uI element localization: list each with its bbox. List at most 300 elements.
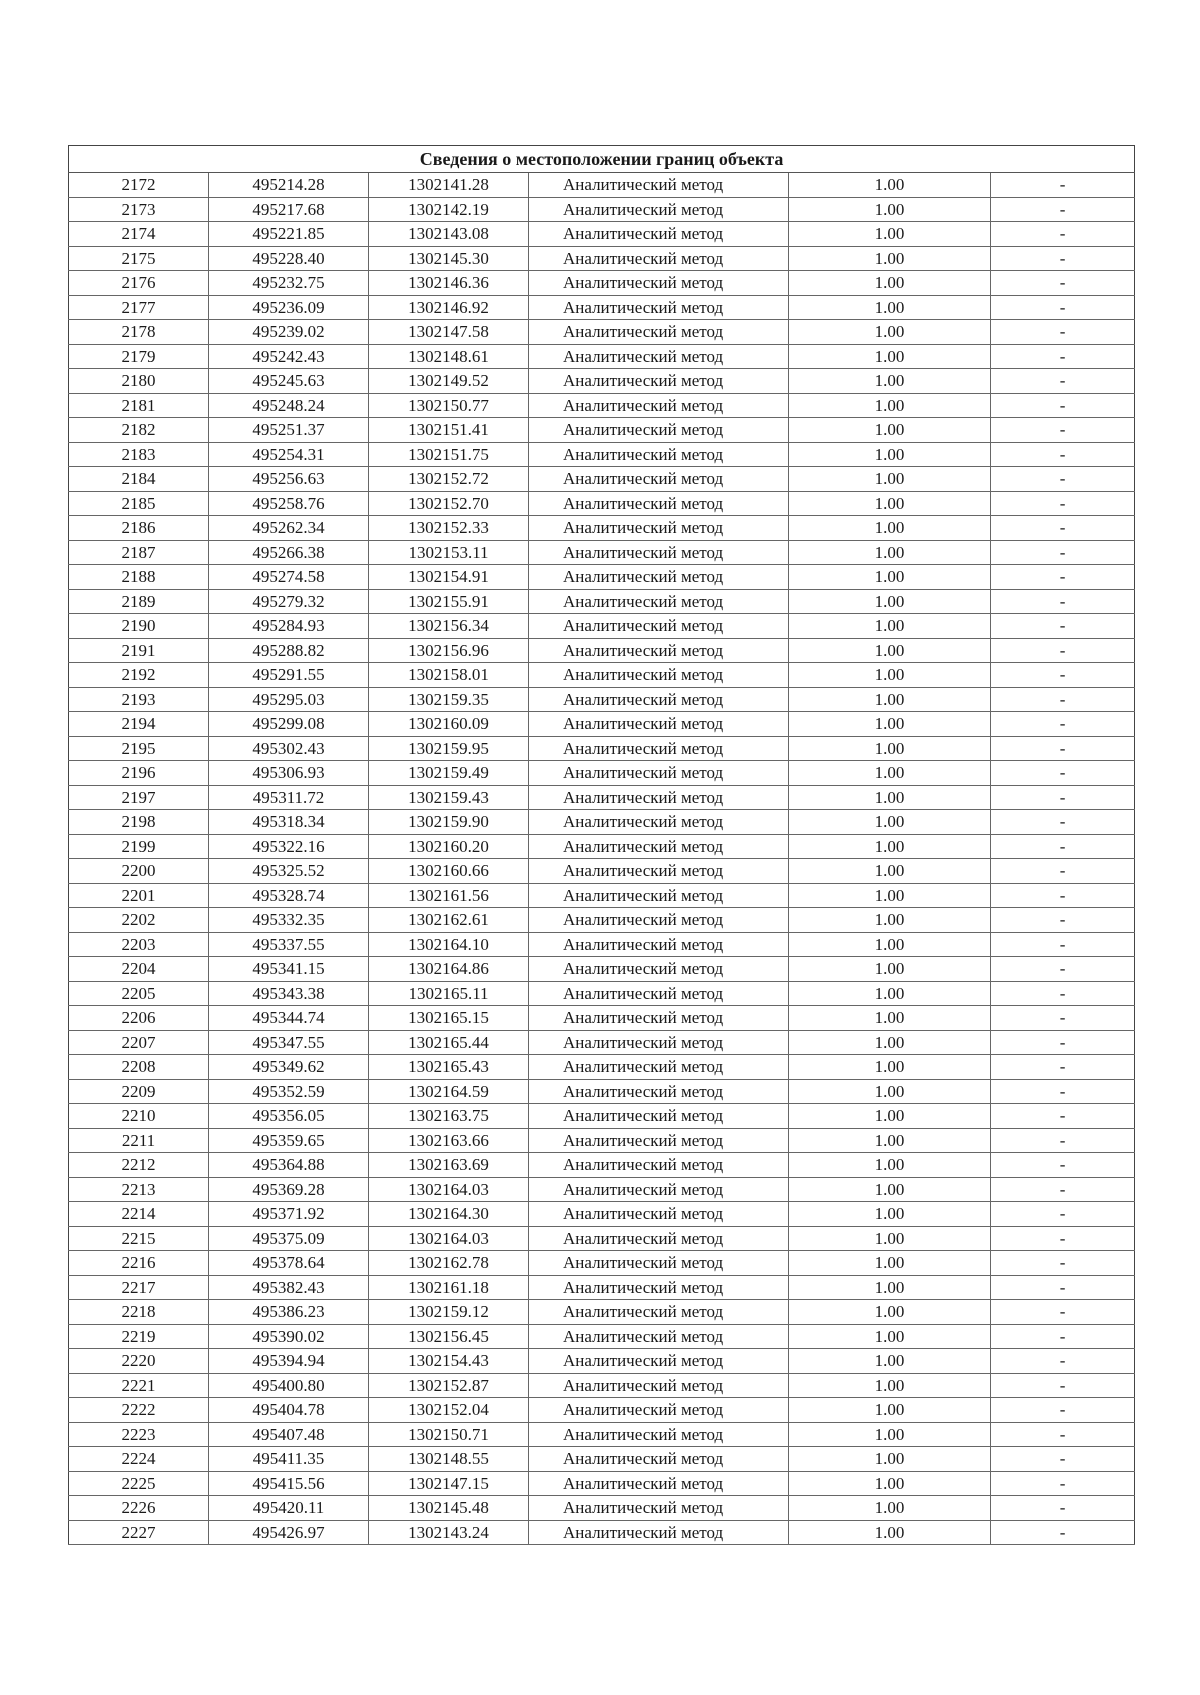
- method-cell: Аналитический метод: [529, 516, 789, 541]
- method-cell: Аналитический метод: [529, 908, 789, 933]
- table-row: [69, 834, 1135, 859]
- table-row: [69, 1251, 1135, 1276]
- accuracy-cell: 1.00: [789, 834, 991, 859]
- description-cell: -: [991, 589, 1135, 614]
- description-cell: -: [991, 810, 1135, 835]
- y-coordinate-cell: 1302147.15: [369, 1471, 529, 1496]
- description-cell: -: [991, 614, 1135, 639]
- point-number-cell: 2200: [69, 859, 209, 884]
- description-cell: -: [991, 271, 1135, 296]
- x-coordinate-cell: 495288.82: [209, 638, 369, 663]
- point-number-cell: 2219: [69, 1324, 209, 1349]
- description-cell: -: [991, 908, 1135, 933]
- method-cell: Аналитический метод: [529, 442, 789, 467]
- accuracy-cell: 1.00: [789, 908, 991, 933]
- point-number-cell: 2202: [69, 908, 209, 933]
- method-cell: Аналитический метод: [529, 491, 789, 516]
- point-number-cell: 2223: [69, 1422, 209, 1447]
- x-coordinate-cell: 495352.59: [209, 1079, 369, 1104]
- description-cell: -: [991, 565, 1135, 590]
- description-cell: -: [991, 761, 1135, 786]
- accuracy-cell: 1.00: [789, 1349, 991, 1374]
- description-cell: -: [991, 1177, 1135, 1202]
- y-coordinate-cell: 1302154.91: [369, 565, 529, 590]
- description-cell: -: [991, 1079, 1135, 1104]
- accuracy-cell: 1.00: [789, 173, 991, 198]
- method-cell: Аналитический метод: [529, 712, 789, 737]
- point-number-cell: 2176: [69, 271, 209, 296]
- table-row: [69, 442, 1135, 467]
- method-cell: Аналитический метод: [529, 1030, 789, 1055]
- accuracy-cell: 1.00: [789, 687, 991, 712]
- accuracy-cell: 1.00: [789, 393, 991, 418]
- description-cell: -: [991, 1153, 1135, 1178]
- y-coordinate-cell: 1302150.71: [369, 1422, 529, 1447]
- description-cell: -: [991, 859, 1135, 884]
- table-row: [69, 785, 1135, 810]
- accuracy-cell: 1.00: [789, 1422, 991, 1447]
- y-coordinate-cell: 1302148.55: [369, 1447, 529, 1472]
- method-cell: Аналитический метод: [529, 1471, 789, 1496]
- description-cell: -: [991, 1471, 1135, 1496]
- y-coordinate-cell: 1302145.48: [369, 1496, 529, 1521]
- description-cell: -: [991, 1398, 1135, 1423]
- x-coordinate-cell: 495299.08: [209, 712, 369, 737]
- method-cell: Аналитический метод: [529, 320, 789, 345]
- x-coordinate-cell: 495325.52: [209, 859, 369, 884]
- method-cell: Аналитический метод: [529, 859, 789, 884]
- y-coordinate-cell: 1302165.44: [369, 1030, 529, 1055]
- y-coordinate-cell: 1302152.87: [369, 1373, 529, 1398]
- y-coordinate-cell: 1302164.86: [369, 957, 529, 982]
- x-coordinate-cell: 495394.94: [209, 1349, 369, 1374]
- method-cell: Аналитический метод: [529, 589, 789, 614]
- point-number-cell: 2193: [69, 687, 209, 712]
- point-number-cell: 2182: [69, 418, 209, 443]
- y-coordinate-cell: 1302161.18: [369, 1275, 529, 1300]
- table-row: [69, 1006, 1135, 1031]
- point-number-cell: 2195: [69, 736, 209, 761]
- y-coordinate-cell: 1302146.92: [369, 295, 529, 320]
- point-number-cell: 2201: [69, 883, 209, 908]
- point-number-cell: 2220: [69, 1349, 209, 1374]
- description-cell: -: [991, 883, 1135, 908]
- table-row: [69, 418, 1135, 443]
- y-coordinate-cell: 1302159.35: [369, 687, 529, 712]
- description-cell: -: [991, 834, 1135, 859]
- accuracy-cell: 1.00: [789, 246, 991, 271]
- method-cell: Аналитический метод: [529, 1300, 789, 1325]
- point-number-cell: 2216: [69, 1251, 209, 1276]
- accuracy-cell: 1.00: [789, 1496, 991, 1521]
- description-cell: -: [991, 1373, 1135, 1398]
- method-cell: Аналитический метод: [529, 369, 789, 394]
- accuracy-cell: 1.00: [789, 1324, 991, 1349]
- x-coordinate-cell: 495295.03: [209, 687, 369, 712]
- point-number-cell: 2208: [69, 1055, 209, 1080]
- description-cell: -: [991, 516, 1135, 541]
- y-coordinate-cell: 1302159.95: [369, 736, 529, 761]
- accuracy-cell: 1.00: [789, 1055, 991, 1080]
- method-cell: Аналитический метод: [529, 222, 789, 247]
- point-number-cell: 2226: [69, 1496, 209, 1521]
- accuracy-cell: 1.00: [789, 1300, 991, 1325]
- description-cell: -: [991, 932, 1135, 957]
- point-number-cell: 2178: [69, 320, 209, 345]
- method-cell: Аналитический метод: [529, 173, 789, 198]
- y-coordinate-cell: 1302152.72: [369, 467, 529, 492]
- method-cell: Аналитический метод: [529, 883, 789, 908]
- accuracy-cell: 1.00: [789, 271, 991, 296]
- x-coordinate-cell: 495371.92: [209, 1202, 369, 1227]
- table-row: [69, 638, 1135, 663]
- table-row: [69, 467, 1135, 492]
- table-row: [69, 1079, 1135, 1104]
- accuracy-cell: 1.00: [789, 663, 991, 688]
- accuracy-cell: 1.00: [789, 981, 991, 1006]
- point-number-cell: 2172: [69, 173, 209, 198]
- accuracy-cell: 1.00: [789, 442, 991, 467]
- y-coordinate-cell: 1302154.43: [369, 1349, 529, 1374]
- x-coordinate-cell: 495274.58: [209, 565, 369, 590]
- x-coordinate-cell: 495242.43: [209, 344, 369, 369]
- accuracy-cell: 1.00: [789, 1030, 991, 1055]
- description-cell: -: [991, 736, 1135, 761]
- method-cell: Аналитический метод: [529, 981, 789, 1006]
- accuracy-cell: 1.00: [789, 712, 991, 737]
- point-number-cell: 2225: [69, 1471, 209, 1496]
- y-coordinate-cell: 1302156.34: [369, 614, 529, 639]
- point-number-cell: 2207: [69, 1030, 209, 1055]
- x-coordinate-cell: 495328.74: [209, 883, 369, 908]
- table-row: [69, 1202, 1135, 1227]
- description-cell: -: [991, 197, 1135, 222]
- y-coordinate-cell: 1302156.96: [369, 638, 529, 663]
- table-row: [69, 173, 1135, 198]
- table-row: [69, 344, 1135, 369]
- y-coordinate-cell: 1302147.58: [369, 320, 529, 345]
- description-cell: -: [991, 295, 1135, 320]
- x-coordinate-cell: 495217.68: [209, 197, 369, 222]
- table-title: Сведения о местоположении границ объекта: [69, 146, 1135, 173]
- x-coordinate-cell: 495284.93: [209, 614, 369, 639]
- y-coordinate-cell: 1302158.01: [369, 663, 529, 688]
- document-page: [68, 145, 1134, 1545]
- point-number-cell: 2210: [69, 1104, 209, 1129]
- method-cell: Аналитический метод: [529, 418, 789, 443]
- method-cell: Аналитический метод: [529, 246, 789, 271]
- description-cell: -: [991, 418, 1135, 443]
- method-cell: Аналитический метод: [529, 1128, 789, 1153]
- table-row: [69, 1300, 1135, 1325]
- y-coordinate-cell: 1302165.43: [369, 1055, 529, 1080]
- point-number-cell: 2211: [69, 1128, 209, 1153]
- point-number-cell: 2181: [69, 393, 209, 418]
- y-coordinate-cell: 1302149.52: [369, 369, 529, 394]
- y-coordinate-cell: 1302165.15: [369, 1006, 529, 1031]
- y-coordinate-cell: 1302164.03: [369, 1226, 529, 1251]
- description-cell: -: [991, 981, 1135, 1006]
- method-cell: Аналитический метод: [529, 1324, 789, 1349]
- method-cell: Аналитический метод: [529, 1104, 789, 1129]
- accuracy-cell: 1.00: [789, 369, 991, 394]
- method-cell: Аналитический метод: [529, 1275, 789, 1300]
- x-coordinate-cell: 495347.55: [209, 1030, 369, 1055]
- x-coordinate-cell: 495390.02: [209, 1324, 369, 1349]
- accuracy-cell: 1.00: [789, 1275, 991, 1300]
- x-coordinate-cell: 495364.88: [209, 1153, 369, 1178]
- accuracy-cell: 1.00: [789, 295, 991, 320]
- point-number-cell: 2205: [69, 981, 209, 1006]
- accuracy-cell: 1.00: [789, 1471, 991, 1496]
- method-cell: Аналитический метод: [529, 1447, 789, 1472]
- table-row: [69, 981, 1135, 1006]
- accuracy-cell: 1.00: [789, 736, 991, 761]
- description-cell: -: [991, 222, 1135, 247]
- table-row: [69, 197, 1135, 222]
- description-cell: -: [991, 785, 1135, 810]
- point-number-cell: 2175: [69, 246, 209, 271]
- y-coordinate-cell: 1302152.33: [369, 516, 529, 541]
- table-row: [69, 1153, 1135, 1178]
- y-coordinate-cell: 1302161.56: [369, 883, 529, 908]
- table-row: [69, 393, 1135, 418]
- x-coordinate-cell: 495426.97: [209, 1520, 369, 1545]
- point-number-cell: 2206: [69, 1006, 209, 1031]
- x-coordinate-cell: 495214.28: [209, 173, 369, 198]
- table-row: [69, 540, 1135, 565]
- description-cell: -: [991, 246, 1135, 271]
- point-number-cell: 2203: [69, 932, 209, 957]
- description-cell: -: [991, 467, 1135, 492]
- description-cell: -: [991, 1226, 1135, 1251]
- table-row: [69, 1324, 1135, 1349]
- point-number-cell: 2186: [69, 516, 209, 541]
- y-coordinate-cell: 1302164.30: [369, 1202, 529, 1227]
- table-row: [69, 663, 1135, 688]
- method-cell: Аналитический метод: [529, 1422, 789, 1447]
- table-row: [69, 932, 1135, 957]
- x-coordinate-cell: 495359.65: [209, 1128, 369, 1153]
- accuracy-cell: 1.00: [789, 344, 991, 369]
- x-coordinate-cell: 495375.09: [209, 1226, 369, 1251]
- table-row: [69, 736, 1135, 761]
- table-row: [69, 320, 1135, 345]
- accuracy-cell: 1.00: [789, 491, 991, 516]
- description-cell: -: [991, 1251, 1135, 1276]
- description-cell: -: [991, 1030, 1135, 1055]
- accuracy-cell: 1.00: [789, 1226, 991, 1251]
- x-coordinate-cell: 495266.38: [209, 540, 369, 565]
- description-cell: -: [991, 491, 1135, 516]
- method-cell: Аналитический метод: [529, 834, 789, 859]
- method-cell: Аналитический метод: [529, 1496, 789, 1521]
- x-coordinate-cell: 495343.38: [209, 981, 369, 1006]
- x-coordinate-cell: 495349.62: [209, 1055, 369, 1080]
- table-row: [69, 908, 1135, 933]
- table-row: [69, 295, 1135, 320]
- description-cell: -: [991, 1275, 1135, 1300]
- description-cell: -: [991, 320, 1135, 345]
- x-coordinate-cell: 495239.02: [209, 320, 369, 345]
- method-cell: Аналитический метод: [529, 1079, 789, 1104]
- method-cell: Аналитический метод: [529, 736, 789, 761]
- accuracy-cell: 1.00: [789, 761, 991, 786]
- table-row: [69, 1030, 1135, 1055]
- accuracy-cell: 1.00: [789, 222, 991, 247]
- method-cell: Аналитический метод: [529, 565, 789, 590]
- table-row: [69, 1373, 1135, 1398]
- x-coordinate-cell: 495254.31: [209, 442, 369, 467]
- x-coordinate-cell: 495251.37: [209, 418, 369, 443]
- x-coordinate-cell: 495248.24: [209, 393, 369, 418]
- y-coordinate-cell: 1302164.10: [369, 932, 529, 957]
- point-number-cell: 2197: [69, 785, 209, 810]
- accuracy-cell: 1.00: [789, 1104, 991, 1129]
- table-row: [69, 1398, 1135, 1423]
- y-coordinate-cell: 1302148.61: [369, 344, 529, 369]
- accuracy-cell: 1.00: [789, 1202, 991, 1227]
- method-cell: Аналитический метод: [529, 785, 789, 810]
- accuracy-cell: 1.00: [789, 1520, 991, 1545]
- method-cell: Аналитический метод: [529, 663, 789, 688]
- description-cell: -: [991, 1422, 1135, 1447]
- x-coordinate-cell: 495382.43: [209, 1275, 369, 1300]
- table-body: [69, 173, 1135, 1545]
- y-coordinate-cell: 1302150.77: [369, 393, 529, 418]
- x-coordinate-cell: 495407.48: [209, 1422, 369, 1447]
- method-cell: Аналитический метод: [529, 957, 789, 982]
- description-cell: -: [991, 442, 1135, 467]
- table-row: [69, 516, 1135, 541]
- point-number-cell: 2177: [69, 295, 209, 320]
- accuracy-cell: 1.00: [789, 810, 991, 835]
- table-row: [69, 1275, 1135, 1300]
- point-number-cell: 2174: [69, 222, 209, 247]
- x-coordinate-cell: 495256.63: [209, 467, 369, 492]
- method-cell: Аналитический метод: [529, 810, 789, 835]
- point-number-cell: 2222: [69, 1398, 209, 1423]
- point-number-cell: 2213: [69, 1177, 209, 1202]
- x-coordinate-cell: 495232.75: [209, 271, 369, 296]
- description-cell: -: [991, 1324, 1135, 1349]
- y-coordinate-cell: 1302145.30: [369, 246, 529, 271]
- method-cell: Аналитический метод: [529, 638, 789, 663]
- x-coordinate-cell: 495344.74: [209, 1006, 369, 1031]
- point-number-cell: 2217: [69, 1275, 209, 1300]
- point-number-cell: 2199: [69, 834, 209, 859]
- y-coordinate-cell: 1302151.41: [369, 418, 529, 443]
- x-coordinate-cell: 495302.43: [209, 736, 369, 761]
- table-row: [69, 712, 1135, 737]
- x-coordinate-cell: 495291.55: [209, 663, 369, 688]
- x-coordinate-cell: 495341.15: [209, 957, 369, 982]
- description-cell: -: [991, 712, 1135, 737]
- description-cell: -: [991, 1006, 1135, 1031]
- point-number-cell: 2190: [69, 614, 209, 639]
- description-cell: -: [991, 369, 1135, 394]
- x-coordinate-cell: 495262.34: [209, 516, 369, 541]
- accuracy-cell: 1.00: [789, 467, 991, 492]
- table-row: [69, 1447, 1135, 1472]
- accuracy-cell: 1.00: [789, 1006, 991, 1031]
- method-cell: Аналитический метод: [529, 761, 789, 786]
- table-row: [69, 883, 1135, 908]
- method-cell: Аналитический метод: [529, 1398, 789, 1423]
- y-coordinate-cell: 1302153.11: [369, 540, 529, 565]
- point-number-cell: 2179: [69, 344, 209, 369]
- y-coordinate-cell: 1302164.59: [369, 1079, 529, 1104]
- method-cell: Аналитический метод: [529, 932, 789, 957]
- accuracy-cell: 1.00: [789, 957, 991, 982]
- method-cell: Аналитический метод: [529, 1177, 789, 1202]
- accuracy-cell: 1.00: [789, 589, 991, 614]
- accuracy-cell: 1.00: [789, 418, 991, 443]
- point-number-cell: 2204: [69, 957, 209, 982]
- method-cell: Аналитический метод: [529, 1520, 789, 1545]
- point-number-cell: 2221: [69, 1373, 209, 1398]
- accuracy-cell: 1.00: [789, 1177, 991, 1202]
- y-coordinate-cell: 1302141.28: [369, 173, 529, 198]
- y-coordinate-cell: 1302142.19: [369, 197, 529, 222]
- x-coordinate-cell: 495221.85: [209, 222, 369, 247]
- point-number-cell: 2227: [69, 1520, 209, 1545]
- accuracy-cell: 1.00: [789, 565, 991, 590]
- description-cell: -: [991, 1447, 1135, 1472]
- y-coordinate-cell: 1302163.66: [369, 1128, 529, 1153]
- description-cell: -: [991, 173, 1135, 198]
- description-cell: -: [991, 1496, 1135, 1521]
- y-coordinate-cell: 1302155.91: [369, 589, 529, 614]
- y-coordinate-cell: 1302159.43: [369, 785, 529, 810]
- y-coordinate-cell: 1302159.49: [369, 761, 529, 786]
- description-cell: -: [991, 1202, 1135, 1227]
- table-row: [69, 246, 1135, 271]
- y-coordinate-cell: 1302160.09: [369, 712, 529, 737]
- method-cell: Аналитический метод: [529, 197, 789, 222]
- table-row: [69, 1520, 1135, 1545]
- y-coordinate-cell: 1302162.78: [369, 1251, 529, 1276]
- table-row: [69, 957, 1135, 982]
- boundary-coordinates-table: [68, 145, 1135, 1545]
- x-coordinate-cell: 495236.09: [209, 295, 369, 320]
- table-row: [69, 1422, 1135, 1447]
- description-cell: -: [991, 638, 1135, 663]
- accuracy-cell: 1.00: [789, 1079, 991, 1104]
- description-cell: -: [991, 663, 1135, 688]
- method-cell: Аналитический метод: [529, 467, 789, 492]
- accuracy-cell: 1.00: [789, 1398, 991, 1423]
- accuracy-cell: 1.00: [789, 883, 991, 908]
- table-row: [69, 491, 1135, 516]
- y-coordinate-cell: 1302156.45: [369, 1324, 529, 1349]
- point-number-cell: 2198: [69, 810, 209, 835]
- point-number-cell: 2188: [69, 565, 209, 590]
- method-cell: Аналитический метод: [529, 1006, 789, 1031]
- x-coordinate-cell: 495369.28: [209, 1177, 369, 1202]
- x-coordinate-cell: 495228.40: [209, 246, 369, 271]
- method-cell: Аналитический метод: [529, 1251, 789, 1276]
- point-number-cell: 2187: [69, 540, 209, 565]
- method-cell: Аналитический метод: [529, 540, 789, 565]
- x-coordinate-cell: 495279.32: [209, 589, 369, 614]
- x-coordinate-cell: 495322.16: [209, 834, 369, 859]
- description-cell: -: [991, 1520, 1135, 1545]
- y-coordinate-cell: 1302163.75: [369, 1104, 529, 1129]
- point-number-cell: 2180: [69, 369, 209, 394]
- method-cell: Аналитический метод: [529, 1373, 789, 1398]
- y-coordinate-cell: 1302165.11: [369, 981, 529, 1006]
